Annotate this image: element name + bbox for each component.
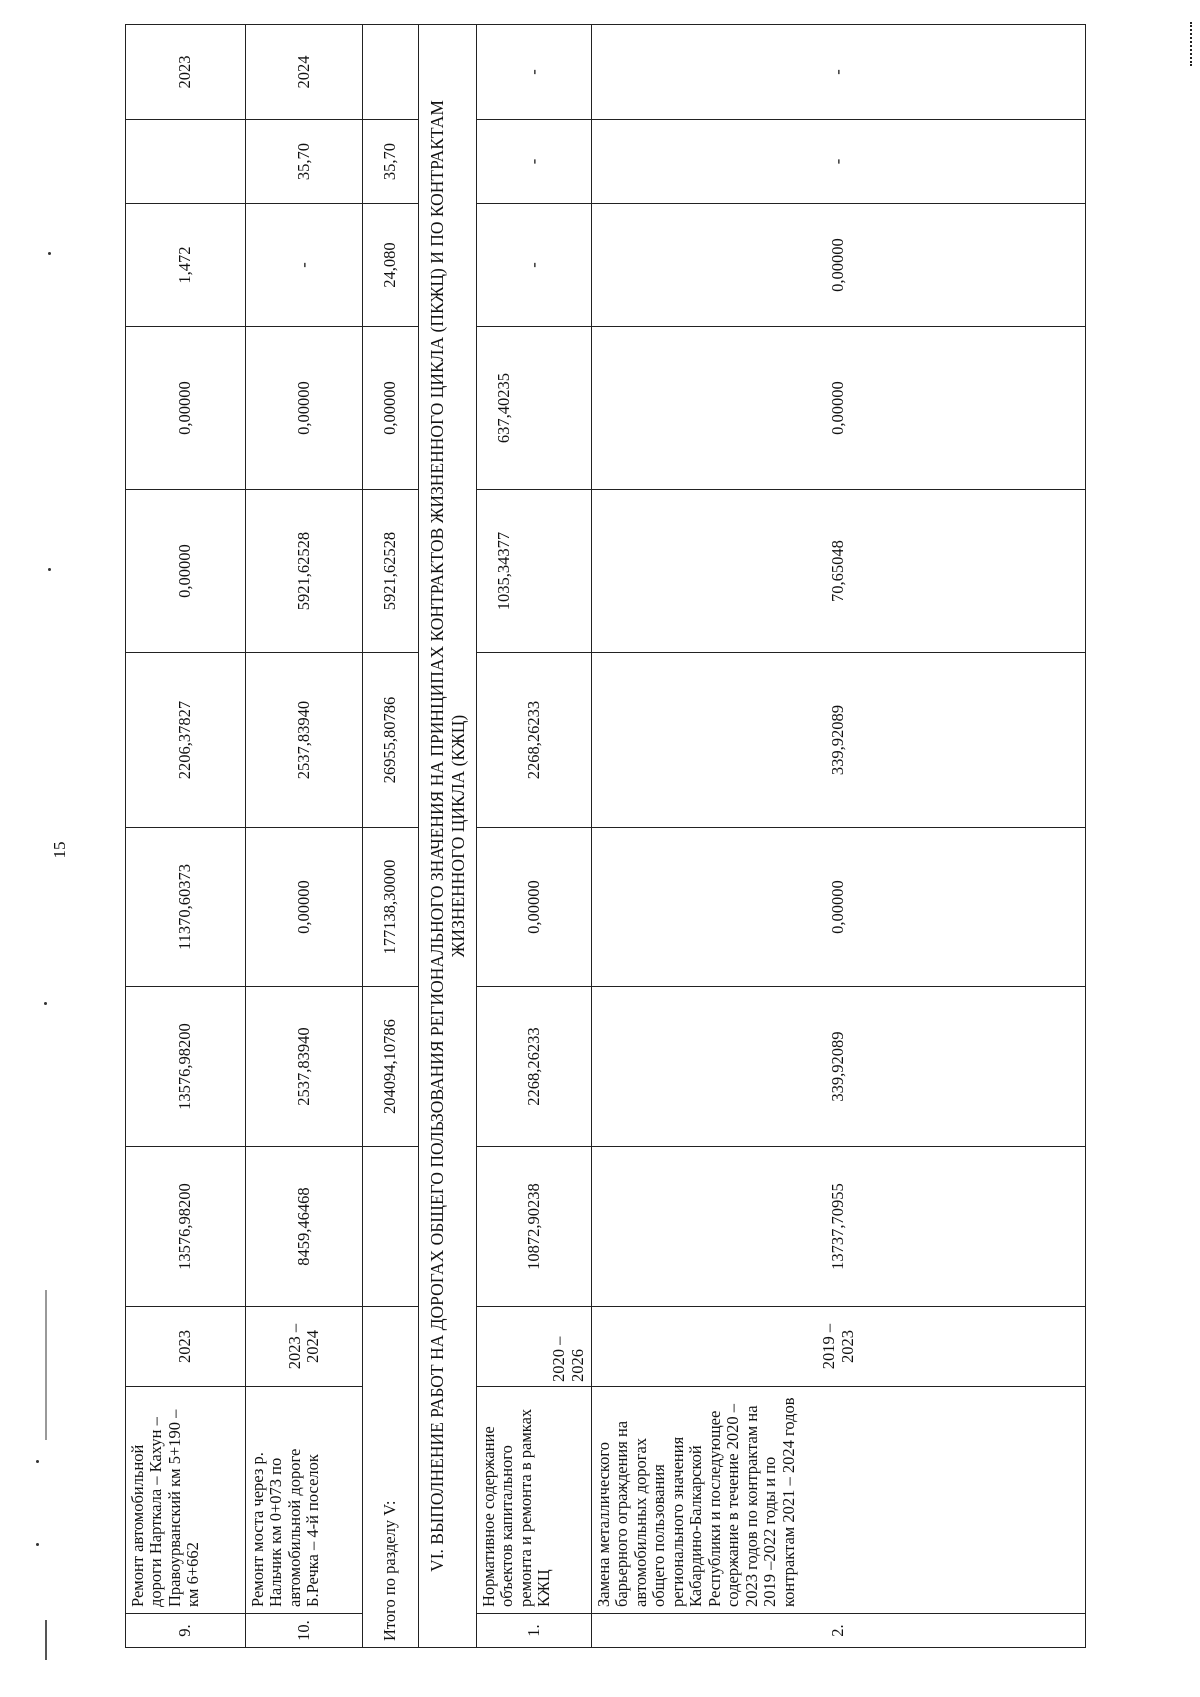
regional-cell: 2268,26233 [477,653,592,828]
object-name: Нормативное содержание объектов капитального ремонта и ремонта в рамках КЖЦ [477,1387,592,1614]
scan-speck [44,1002,47,1005]
object-name: Ремонт автомобильной дороги Нарткала – Кахун – Правоурванский км 5+190 – км 6+662 [126,1387,246,1614]
length-m-cell: - [592,120,1086,204]
scan-artifact [45,1290,47,1440]
table-row-vi-1 [477,25,592,1648]
next-year-cell: 5921,62528 [246,490,363,653]
federal-cell: 0,00000 [246,828,363,987]
financing-cell: 2268,26233 [477,987,592,1147]
scan-speck [36,1543,39,1546]
federal-cell: 177138,30000 [363,828,419,987]
page-number: 15 [50,841,69,859]
length-km-cell: 0,00000 [592,204,1086,327]
row-number: 2. [592,1614,1086,1648]
regional-cell: 26955,80786 [363,653,419,828]
length-km-cell: 1,472 [126,204,246,327]
object-name: Замена металлического барьерного ограждения на автомобильных дорогах общего пользования регионального значения Кабардино-Балкарской Республики и последующее содержание в течение 2020 – 2023 годов по контрактам на 2019 –2022 годы и по контрактам 2021 – 2024 годов [592,1387,1086,1614]
section-total-label: Итого по разделу V: [363,1307,419,1648]
period-cell: 2023 [126,1307,246,1387]
total-cost-cell: 13576,98200 [126,1147,246,1307]
completion-year-cell: 2023 [126,25,246,120]
period-cell: 2023 – 2024 [246,1307,363,1387]
length-km-cell: - [477,204,592,327]
completion-year-cell: - [477,25,592,120]
total-cost-cell [363,1147,419,1307]
scan-speck [48,568,51,571]
length-m-cell: 35,70 [246,120,363,204]
scan-speck [48,252,51,255]
scan-artifact [45,1620,47,1660]
financing-cell: 339,92089 [592,987,1086,1147]
section-v-total-row [363,25,419,1648]
next-year-cell: 5921,62528 [363,490,419,653]
financing-cell: 2537,83940 [246,987,363,1147]
rotated-table-container [125,25,1085,1648]
following-year-cell: 0,00000 [592,327,1086,490]
regional-cell: 2537,83940 [246,653,363,828]
completion-year-cell [363,25,419,120]
following-year-cell: 0,00000 [363,327,419,490]
total-cost-cell: 13737,70955 [592,1147,1086,1307]
length-km-cell: - [246,204,363,327]
section-vi-title: VI. ВЫПОЛНЕНИЕ РАБОТ НА ДОРОГАХ ОБЩЕГО ПОЛЬЗОВАНИЯ РЕГИОНАЛЬНОГО ЗНАЧЕНИЯ НА ПРИНЦИПАХ КОНТРАКТОВ ЖИЗНЕННОГО ЦИКЛА (ПКЖЦ) И ПО КОНТРАКТАМ ЖИЗНЕННОГО ЦИКЛА (КЖЦ) [419,25,477,1648]
following-year-cell: 637,40235 [477,327,592,490]
scan-speck [36,1460,39,1463]
section-vi-heading-row [419,25,477,1648]
table-row-vi-2 [592,25,1086,1648]
completion-year-cell: 2024 [246,25,363,120]
length-m-cell [126,120,246,204]
row-number: 10. [246,1614,363,1648]
length-km-cell: 24,080 [363,204,419,327]
completion-year-cell: - [592,25,1086,120]
financing-cell: 204094,10786 [363,987,419,1147]
federal-cell: 0,00000 [592,828,1086,987]
row-number: 1. [477,1614,592,1648]
table-row-9 [126,25,246,1648]
length-m-cell: 35,70 [363,120,419,204]
budget-table [125,24,1086,1648]
object-name: Ремонт моста через р. Нальчик км 0+073 по автомобильной дороге Б.Речка – 4-й поселок [246,1387,363,1614]
total-cost-cell: 8459,46468 [246,1147,363,1307]
next-year-cell: 0,00000 [126,490,246,653]
following-year-cell: 0,00000 [126,327,246,490]
regional-cell: 2206,37827 [126,653,246,828]
following-year-cell: 0,00000 [246,327,363,490]
row-number: 9. [126,1614,246,1648]
financing-cell: 13576,98200 [126,987,246,1147]
table-row-10 [246,25,363,1648]
federal-cell: 11370,60373 [126,828,246,987]
regional-cell: 339,92089 [592,653,1086,828]
binding-mark [1190,22,1198,66]
federal-cell: 0,00000 [477,828,592,987]
period-cell: 2019 – 2023 [592,1307,1086,1387]
length-m-cell: - [477,120,592,204]
period-cell: 2020 – 2026 [477,1307,592,1387]
next-year-cell: 1035,34377 [477,490,592,653]
next-year-cell: 70,65048 [592,490,1086,653]
total-cost-cell: 10872,90238 [477,1147,592,1307]
